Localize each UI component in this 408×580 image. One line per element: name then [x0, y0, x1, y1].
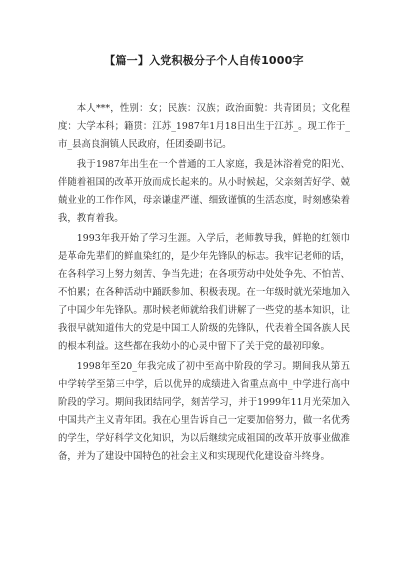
- document-title: 【篇一】入党积极分子个人自传1000字: [104, 54, 304, 67]
- paragraph-personal-info: 本人***，性别：女；民族：汉族；政治面貌：共青团员；文化程度：大学本科；籍贯：江苏_1987年1月18日出生于江苏_。现工作于_市_县高良涧镇人民政府，任团委副书记。: [58, 103, 350, 150]
- paragraph-primary-school: 1993年我开始了学习生涯。入学后，老师教导我，鲜艳的红领巾是革命先辈们的鲜血染红的，是少年先锋队的标志。我牢记老师的话，在各科学习上努力刻苦、争当先进；在各项劳动中处处争先、不怕苦、不怕累；在各种活动中踊跃参加、积极表现。在一年级时就光荣地加入了中国少年先锋队。那时候老师就给我们讲解了一些党的基本知识，让我很早就知道伟大的党是中国工人阶级的先锋队，代表着全国各族人民的根本利益。这些都在我幼小的心灵中留下了关于党的最初印象。: [58, 233, 350, 352]
- paragraph-secondary-school: 1998年至20_年我完成了初中至高中阶段的学习。期间我从第五中学转学至第三中学，后以优异的成绩进入省重点高中_中学进行高中阶段的学习。期间我团结同学，刻苦学习，并于1999年11月光荣加入中国共产主义青年团。我在心里告诉自己一定要加倍努力，做一名优秀的学生，学好科学文化知识，为以后继续完成祖国的改革开放事业做准备，并为了建设中国特色的社会主义和实现现代化建设奋斗终身。: [58, 361, 350, 462]
- paragraph-family: 我于1987年出生在一个普通的工人家庭，我是沐浴着党的阳光、伴随着祖国的改革开放而成长起来的。从小时候起，父亲刻苦好学、兢兢业业的工作作风，母亲谦虚严谨、细致谨慎的生活态度，时刻感染着我，教育着我。: [58, 159, 350, 224]
- document-body: [58, 100, 350, 466]
